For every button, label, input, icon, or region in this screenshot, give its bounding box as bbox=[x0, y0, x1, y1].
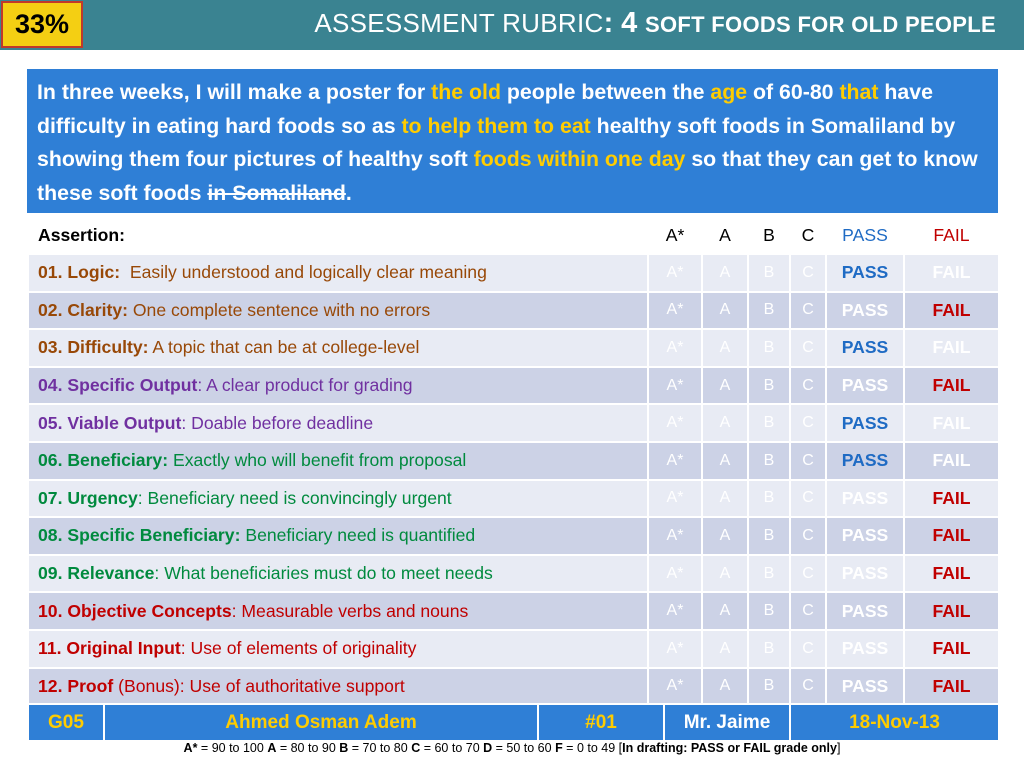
criterion-name: 09. Relevance bbox=[38, 563, 155, 584]
criterion-cell bbox=[28, 292, 648, 330]
grade-a-cell[interactable]: A bbox=[702, 292, 748, 330]
grade-a-star-cell[interactable]: A* bbox=[648, 592, 702, 630]
criterion-description: Easily understood and logically clear meaning bbox=[129, 262, 487, 283]
criterion-description: Beneficiary need is convincingly urgent bbox=[147, 487, 452, 508]
goal-text: have difficulty in eating hard foods so as bbox=[37, 80, 933, 138]
legend-value: ] bbox=[836, 741, 841, 755]
grade-b-cell[interactable]: B bbox=[748, 404, 790, 442]
grade-c-cell[interactable]: C bbox=[790, 480, 826, 518]
criterion-separator bbox=[120, 262, 130, 282]
goal-highlight: to help them to eat bbox=[401, 113, 591, 138]
criterion-name: 11. Original Input bbox=[38, 638, 181, 659]
goal-strikethrough: in Somaliland bbox=[207, 180, 346, 205]
criterion-cell bbox=[28, 329, 648, 367]
header-b: B bbox=[748, 216, 790, 254]
fail-cell[interactable]: FAIL bbox=[904, 668, 999, 706]
legend-value: = 0 to 49 [ bbox=[562, 741, 623, 755]
fail-cell[interactable]: FAIL bbox=[904, 329, 999, 367]
grade-a-star-cell[interactable]: A* bbox=[648, 668, 702, 706]
legend-value: = 50 to 60 bbox=[492, 741, 556, 755]
legend-key: A* bbox=[183, 741, 198, 755]
goal-text: . bbox=[345, 180, 352, 205]
grade-a-star-cell[interactable]: A* bbox=[648, 367, 702, 405]
footer-group: G05 bbox=[28, 704, 104, 741]
rubric-row bbox=[28, 329, 999, 367]
grade-a-cell[interactable]: A bbox=[702, 668, 748, 706]
slide-title bbox=[314, 7, 996, 40]
grade-b-cell[interactable]: B bbox=[748, 254, 790, 292]
goal-statement bbox=[27, 69, 998, 213]
title-rest: SOFT FOODS FOR OLD PEOPLE bbox=[645, 12, 996, 37]
goal-text: people between the bbox=[500, 80, 711, 104]
grade-a-cell[interactable]: A bbox=[702, 480, 748, 518]
fail-cell[interactable]: FAIL bbox=[904, 480, 999, 518]
criterion-description: A clear product for grading bbox=[206, 375, 413, 396]
rubric-table bbox=[27, 215, 1000, 706]
criterion-cell bbox=[28, 480, 648, 518]
criterion-description: One complete sentence with no errors bbox=[132, 299, 431, 320]
grade-a-cell[interactable]: A bbox=[702, 329, 748, 367]
grade-c-cell[interactable]: C bbox=[790, 404, 826, 442]
legend-value: = 80 to 90 bbox=[276, 741, 340, 755]
criterion-cell bbox=[28, 367, 648, 405]
criterion-separator: : bbox=[197, 375, 207, 396]
grade-b-cell[interactable]: B bbox=[748, 292, 790, 330]
criterion-separator: : bbox=[180, 638, 191, 659]
criterion-description: Exactly who will benefit from proposal bbox=[172, 450, 467, 471]
grade-c-cell[interactable]: C bbox=[790, 442, 826, 480]
header-assertion: Assertion: bbox=[28, 216, 648, 254]
criterion-name: 10. Objective Concepts bbox=[38, 600, 232, 621]
rubric-row bbox=[28, 367, 999, 405]
grade-c-cell[interactable]: C bbox=[790, 517, 826, 555]
grade-a-star-cell[interactable]: A* bbox=[648, 329, 702, 367]
rubric-row bbox=[28, 404, 999, 442]
criterion-name: 06. Beneficiary: bbox=[38, 450, 169, 471]
goal-highlight: old bbox=[469, 80, 501, 104]
grade-a-star-cell[interactable]: A* bbox=[648, 630, 702, 668]
rubric-row bbox=[28, 630, 999, 668]
criterion-name: 01. Logic: bbox=[38, 262, 121, 283]
pass-cell[interactable]: PASS bbox=[826, 480, 904, 518]
grade-b-cell[interactable]: B bbox=[748, 630, 790, 668]
grade-b-cell[interactable]: B bbox=[748, 592, 790, 630]
header-pass: PASS bbox=[826, 216, 904, 254]
grade-a-star-cell[interactable]: A* bbox=[648, 254, 702, 292]
pass-cell[interactable]: PASS bbox=[826, 630, 904, 668]
grade-b-cell[interactable]: B bbox=[748, 367, 790, 405]
criterion-description: What beneficiaries must do to meet needs bbox=[164, 563, 493, 584]
grade-c-cell[interactable]: C bbox=[790, 367, 826, 405]
criterion-cell bbox=[28, 592, 648, 630]
header-a-star: A* bbox=[648, 216, 702, 254]
criterion-description: Beneficiary need is quantified bbox=[245, 525, 476, 546]
fail-cell[interactable]: FAIL bbox=[904, 442, 999, 480]
rubric-row bbox=[28, 555, 999, 593]
footer-student-name: Ahmed Osman Adem bbox=[104, 704, 538, 741]
criterion-description: (Bonus): Use of authoritative support bbox=[118, 675, 405, 696]
criterion-name: 04. Specific Output bbox=[38, 375, 198, 396]
title-colon: : bbox=[603, 7, 614, 39]
legend-key: C bbox=[411, 741, 421, 755]
goal-highlight: that bbox=[839, 80, 879, 104]
grade-legend bbox=[0, 741, 1024, 755]
pass-cell[interactable]: PASS bbox=[826, 404, 904, 442]
header-fail: FAIL bbox=[904, 216, 999, 254]
footer-teacher: Mr. Jaime bbox=[664, 704, 790, 741]
criterion-cell bbox=[28, 517, 648, 555]
criterion-name: 12. Proof bbox=[38, 675, 114, 696]
rubric-row bbox=[28, 292, 999, 330]
grade-c-cell[interactable]: C bbox=[790, 555, 826, 593]
criterion-separator: : bbox=[181, 412, 192, 433]
goal-text: of 60-80 bbox=[747, 80, 840, 104]
pass-cell[interactable]: PASS bbox=[826, 329, 904, 367]
header-a: A bbox=[702, 216, 748, 254]
goal-highlight: foods within one day bbox=[473, 147, 686, 171]
fail-cell[interactable]: FAIL bbox=[904, 630, 999, 668]
grade-b-cell[interactable]: B bbox=[748, 442, 790, 480]
fail-cell[interactable]: FAIL bbox=[904, 292, 999, 330]
criterion-cell bbox=[28, 404, 648, 442]
pass-cell[interactable]: PASS bbox=[826, 592, 904, 630]
title-number: 4 bbox=[621, 7, 638, 39]
legend-value: = 60 to 70 bbox=[420, 741, 484, 755]
fail-cell[interactable]: FAIL bbox=[904, 517, 999, 555]
rubric-row bbox=[28, 668, 999, 706]
criterion-name: 03. Difficulty: bbox=[38, 337, 149, 358]
criterion-cell bbox=[28, 630, 648, 668]
grade-c-cell[interactable]: C bbox=[790, 668, 826, 706]
grade-c-cell[interactable]: C bbox=[790, 292, 826, 330]
criterion-cell bbox=[28, 254, 648, 292]
criterion-description: Use of elements of originality bbox=[190, 638, 417, 659]
criterion-name: 08. Specific Beneficiary: bbox=[38, 525, 241, 546]
pass-cell[interactable]: PASS bbox=[826, 555, 904, 593]
footer-number: #01 bbox=[538, 704, 664, 741]
legend-key: F bbox=[555, 741, 563, 755]
grade-a-star-cell[interactable]: A* bbox=[648, 480, 702, 518]
grade-a-cell[interactable]: A bbox=[702, 555, 748, 593]
criterion-name: 05. Viable Output bbox=[38, 412, 182, 433]
fail-cell[interactable]: FAIL bbox=[904, 254, 999, 292]
criterion-cell bbox=[28, 668, 648, 706]
grade-a-cell[interactable]: A bbox=[702, 254, 748, 292]
legend-key: D bbox=[483, 741, 493, 755]
fail-cell[interactable]: FAIL bbox=[904, 592, 999, 630]
rubric-row bbox=[28, 254, 999, 292]
rubric-header-row bbox=[28, 216, 999, 254]
legend-note: In drafting: PASS or FAIL grade only bbox=[622, 741, 837, 755]
header-bar bbox=[0, 0, 1024, 50]
pass-cell[interactable]: PASS bbox=[826, 292, 904, 330]
criterion-separator: : bbox=[154, 563, 165, 584]
legend-value: = 90 to 100 bbox=[197, 741, 268, 755]
grade-b-cell[interactable]: B bbox=[748, 329, 790, 367]
grade-c-cell[interactable]: C bbox=[790, 630, 826, 668]
goal-highlight: age bbox=[710, 80, 748, 104]
legend-value: = 70 to 80 bbox=[348, 741, 412, 755]
criterion-cell bbox=[28, 555, 648, 593]
grade-a-cell[interactable]: A bbox=[702, 630, 748, 668]
pass-cell[interactable]: PASS bbox=[826, 517, 904, 555]
grade-a-cell[interactable]: A bbox=[702, 367, 748, 405]
grade-b-cell[interactable]: B bbox=[748, 555, 790, 593]
criterion-separator: : bbox=[137, 487, 148, 508]
rubric-row bbox=[28, 592, 999, 630]
score-badge: 33% bbox=[1, 1, 83, 48]
grade-b-cell[interactable]: B bbox=[748, 517, 790, 555]
legend-key: B bbox=[339, 741, 349, 755]
grade-a-cell[interactable]: A bbox=[702, 442, 748, 480]
footer-info-bar bbox=[27, 703, 1000, 742]
goal-text: so that they can get to know these soft foods bbox=[37, 147, 978, 205]
grade-a-star-cell[interactable]: A* bbox=[648, 292, 702, 330]
goal-text: In three weeks, I will make a poster for bbox=[37, 80, 432, 104]
criterion-description: Doable before deadline bbox=[191, 412, 374, 433]
title-prefix: ASSESSMENT RUBRIC bbox=[314, 8, 604, 38]
header-c: C bbox=[790, 216, 826, 254]
pass-cell[interactable]: PASS bbox=[826, 668, 904, 706]
footer-date: 18-Nov-13 bbox=[790, 704, 999, 741]
rubric-row bbox=[28, 442, 999, 480]
grade-c-cell[interactable]: C bbox=[790, 329, 826, 367]
rubric-row bbox=[28, 480, 999, 518]
grade-a-cell[interactable]: A bbox=[702, 592, 748, 630]
grade-a-star-cell[interactable]: A* bbox=[648, 442, 702, 480]
goal-text: healthy soft foods in Somaliland by showing them four pictures of healthy soft bbox=[37, 113, 956, 171]
legend-key: A bbox=[267, 741, 277, 755]
grade-b-cell[interactable]: B bbox=[748, 668, 790, 706]
fail-cell[interactable]: FAIL bbox=[904, 367, 999, 405]
criterion-description: A topic that can be at college-level bbox=[152, 337, 420, 358]
fail-cell[interactable]: FAIL bbox=[904, 555, 999, 593]
grade-a-star-cell[interactable]: A* bbox=[648, 517, 702, 555]
criterion-name: 02. Clarity: bbox=[38, 299, 128, 320]
grade-a-star-cell[interactable]: A* bbox=[648, 555, 702, 593]
criterion-name: 07. Urgency bbox=[38, 487, 138, 508]
grade-a-cell[interactable]: A bbox=[702, 517, 748, 555]
fail-cell[interactable]: FAIL bbox=[904, 404, 999, 442]
goal-highlight: the bbox=[431, 80, 464, 104]
grade-a-cell[interactable]: A bbox=[702, 404, 748, 442]
grade-b-cell[interactable]: B bbox=[748, 480, 790, 518]
pass-cell[interactable]: PASS bbox=[826, 367, 904, 405]
grade-c-cell[interactable]: C bbox=[790, 592, 826, 630]
rubric-row bbox=[28, 517, 999, 555]
grade-a-star-cell[interactable]: A* bbox=[648, 404, 702, 442]
grade-c-cell[interactable]: C bbox=[790, 254, 826, 292]
criterion-description: Measurable verbs and nouns bbox=[241, 600, 469, 621]
criterion-cell bbox=[28, 442, 648, 480]
criterion-separator: : bbox=[231, 600, 242, 621]
pass-cell[interactable]: PASS bbox=[826, 442, 904, 480]
pass-cell[interactable]: PASS bbox=[826, 254, 904, 292]
